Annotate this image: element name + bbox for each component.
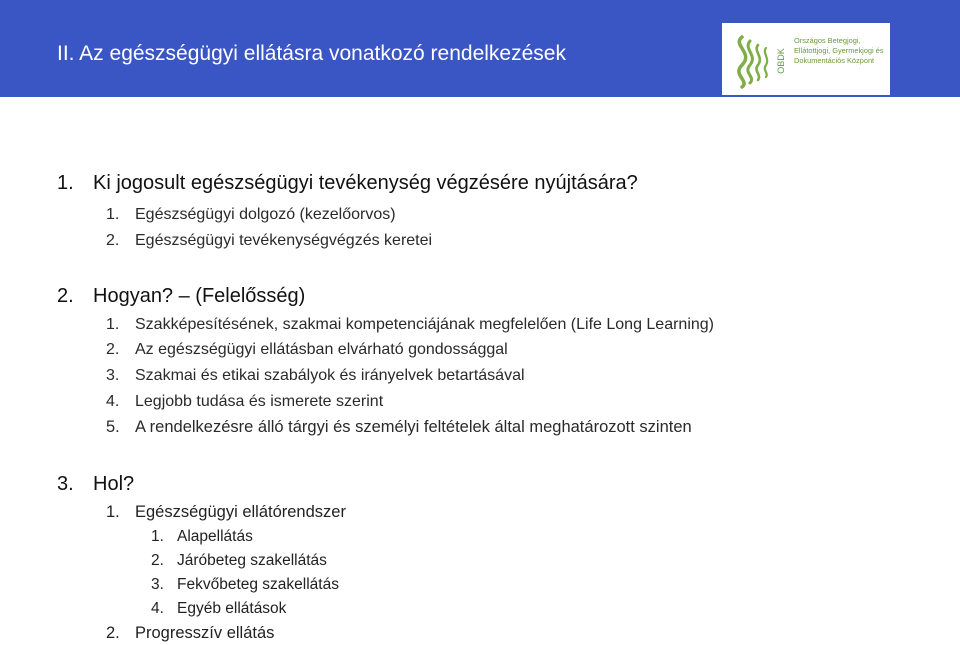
logo-line: Ellátottjogi, Gyermekjogi és [794, 46, 884, 55]
sub-list-item: 4. Egyéb ellátások [151, 600, 287, 617]
section-1-heading [57, 172, 638, 195]
logo-line: Dokumentációs Központ [794, 56, 875, 65]
list-item: 2. Progresszív ellátás [106, 624, 275, 642]
section-3-heading [57, 473, 134, 496]
sub-list-item: 3. Fekvőbeteg szakellátás [151, 576, 339, 593]
logo [722, 23, 890, 95]
list-item: 2. Egészségügyi tevékenységvégzés keretei [106, 232, 433, 249]
logo-acronym: OBDK [776, 48, 786, 74]
logo-line: Országos Betegjogi, [794, 36, 861, 45]
list-item: 1. Egészségügyi ellátórendszer [106, 503, 346, 521]
list-item: 1. Szakképesítésének, szakmai kompetenciájának megfelelően (Life Long Learning) [106, 316, 715, 333]
page-title: II. Az egészségügyi ellátásra vonatkozó rendelkezések [57, 42, 566, 65]
logo-text [794, 36, 884, 66]
obdk-logo-icon [728, 31, 790, 89]
section-title: Hol? [93, 473, 135, 495]
section-number: 1. [57, 172, 74, 194]
section-number: 3. [57, 473, 74, 495]
list-item: 2. Az egészségügyi ellátásban elvárható gondossággal [106, 341, 508, 358]
section-2-heading [57, 285, 305, 308]
list-item: 4. Legjobb tudása és ismerete szerint [106, 393, 384, 410]
list-item: 1. Egészségügyi dolgozó (kezelőorvos) [106, 206, 396, 223]
sub-list-item: 1. Alapellátás [151, 528, 253, 545]
section-number: 2. [57, 285, 74, 307]
sub-list-item: 2. Járóbeteg szakellátás [151, 552, 327, 569]
list-item: 5. A rendelkezésre álló tárgyi és személyi feltételek által meghatározott szinten [106, 418, 692, 436]
section-title: Ki jogosult egészségügyi tevékenység végzésére nyújtására? [93, 172, 638, 194]
section-title: Hogyan? – (Felelősség) [93, 285, 306, 307]
list-item: 3. Szakmai és etikai szabályok és irányelvek betartásával [106, 367, 525, 384]
header-bar [0, 0, 960, 97]
